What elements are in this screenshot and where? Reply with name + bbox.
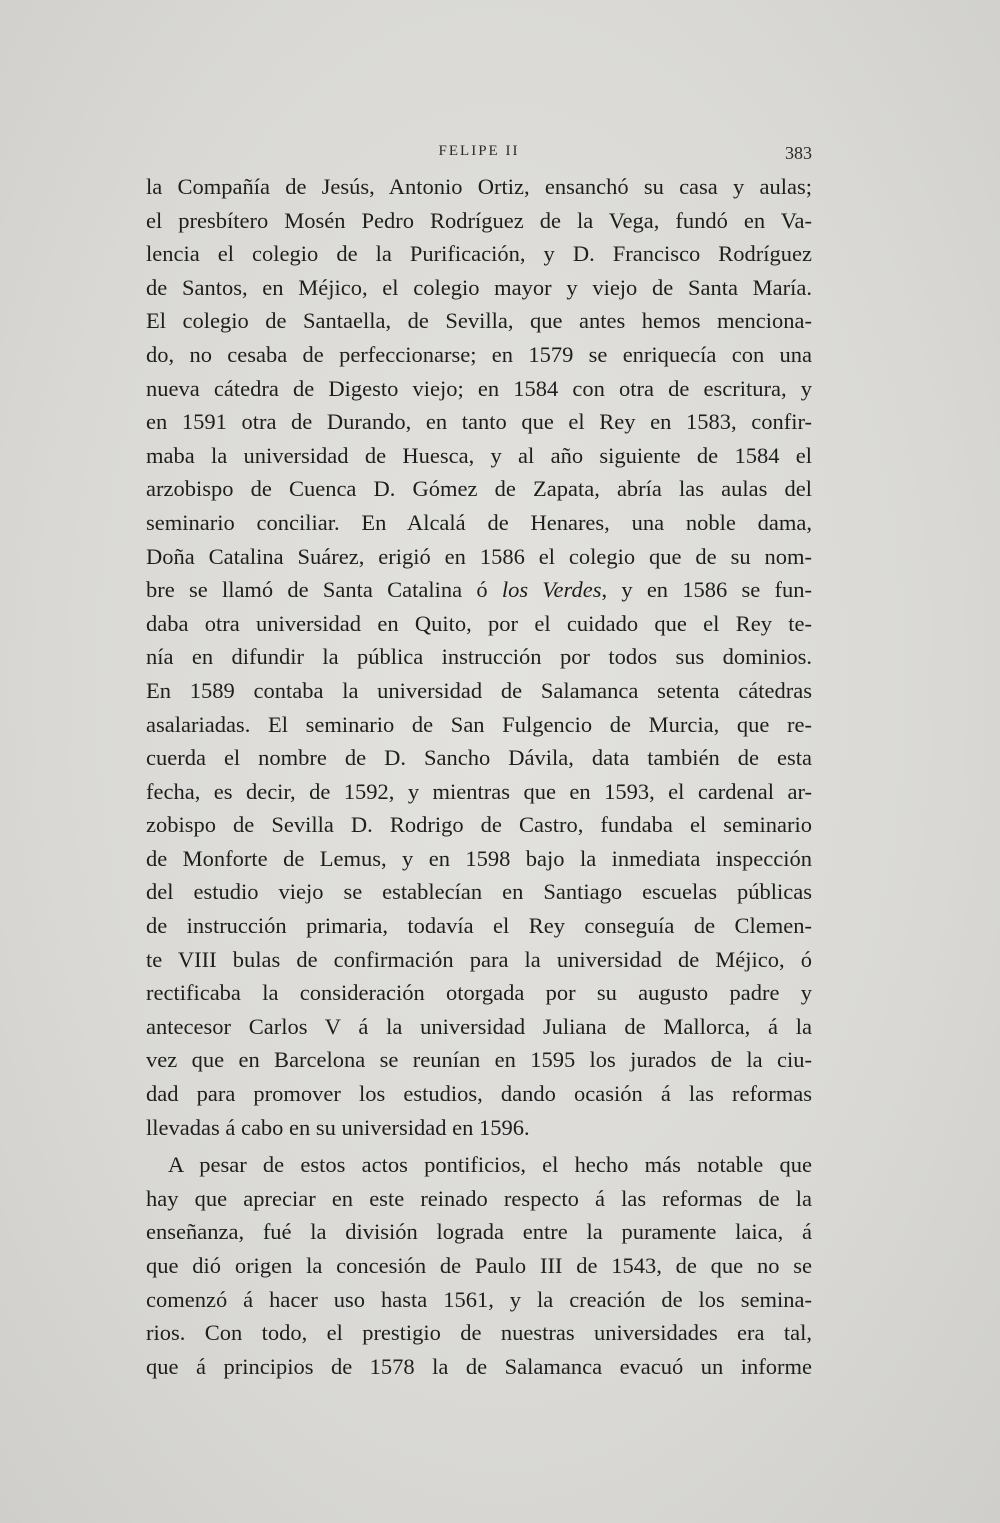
text-line: Doña Catalina Suárez, erigió en 1586 el colegio que de su nom- [146,543,812,569]
text-line: do, no cesaba de perfeccionarse; en 1579 se enriquecía con una [146,341,812,367]
text-line: antecesor Carlos V á la universidad Juliana de Mallorca, á la [146,1013,812,1039]
text-line: nueva cátedra de Digesto viejo; en 1584 con otra de escritura, y [146,375,812,401]
page-header [146,143,812,167]
text-line: hay que apreciar en este reinado respecto á las reformas de la [146,1185,812,1211]
text-line: daba otra universidad en Quito, por el cuidado que el Rey te- [146,610,812,636]
text-line: el presbítero Mosén Pedro Rodríguez de la Vega, fundó en Va- [146,207,812,233]
text-line: El colegio de Santaella, de Sevilla, que antes hemos menciona- [146,308,812,334]
running-title: FELIPE II [438,143,520,159]
italic-title: los Verdes [501,577,602,603]
text-line: enseñanza, fué la división lograda entre la puramente laica, á [146,1219,812,1245]
text-line: lencia el colegio de la Purificación, y D. Francisco Rodríguez [146,241,812,267]
text-line: maba la universidad de Huesca, y al año siguiente de 1584 el [146,442,812,468]
paragraph-2 [146,1148,812,1383]
text-line: de Santos, en Méjico, el colegio mayor y viejo de Santa María. [146,274,812,300]
text-line: que dió origen la concesión de Paulo III de 1543, de que no se [146,1253,812,1278]
text-line: bre se llamó de Santa Catalina ó los Verdes, y en 1586 se fun- [146,577,812,603]
page-number: 383 [785,143,812,163]
text-line: zobispo de Sevilla D. Rodrigo de Castro, fundaba el seminario [146,812,812,838]
text-line: cuerda el nombre de D. Sancho Dávila, data también de esta [146,745,812,771]
text-line: comenzó á hacer uso hasta 1561, y la creación de los semina- [146,1286,812,1312]
text-line: nía en difundir la pública instrucción por todos sus dominios. [146,644,812,670]
text-line: llevadas á cabo en su universidad en 1596. [146,1114,530,1140]
text-line: en 1591 otra de Durando, en tanto que el Rey en 1583, confir- [146,409,812,435]
text-line: que á principios de 1578 la de Salamanca evacuó un informe [146,1353,812,1379]
text-line: fecha, es decir, de 1592, y mientras que en 1593, el cardenal ar- [146,778,812,804]
text-line: arzobispo de Cuenca D. Gómez de Zapata, abría las aulas del [146,476,812,502]
text-line: te VIII bulas de confirmación para la universidad de Méjico, ó [146,946,812,972]
text-line: del estudio viejo se establecían en Santiago escuelas públicas [146,879,812,905]
text-line: rectificaba la consideración otorgada por su augusto padre y [146,980,812,1006]
text-line: En 1589 contaba la universidad de Salamanca setenta cátedras [146,677,812,703]
text-line: seminario conciliar. En Alcalá de Henares, una noble dama, [146,509,812,535]
page-body [146,170,812,1383]
text-line: asalariadas. El seminario de San Fulgencio de Murcia, que re- [146,711,812,737]
text-line: la Compañía de Jesús, Antonio Ortiz, ensanchó su casa y aulas; [146,174,812,199]
text-line: de instrucción primaria, todavía el Rey conseguía de Clemen- [146,913,812,939]
text-line: rios. Con todo, el prestigio de nuestras universidades era tal, [146,1320,812,1346]
text-line: vez que en Barcelona se reunían en 1595 los jurados de la ciu- [146,1047,812,1073]
text-line: A pesar de estos actos pontificios, el hecho más notable que [168,1152,812,1178]
text-line: dad para promover los estudios, dando ocasión á las reformas [146,1081,812,1107]
text-line: de Monforte de Lemus, y en 1598 bajo la inmediata inspección [146,845,812,871]
paragraph-1 [146,170,812,1144]
